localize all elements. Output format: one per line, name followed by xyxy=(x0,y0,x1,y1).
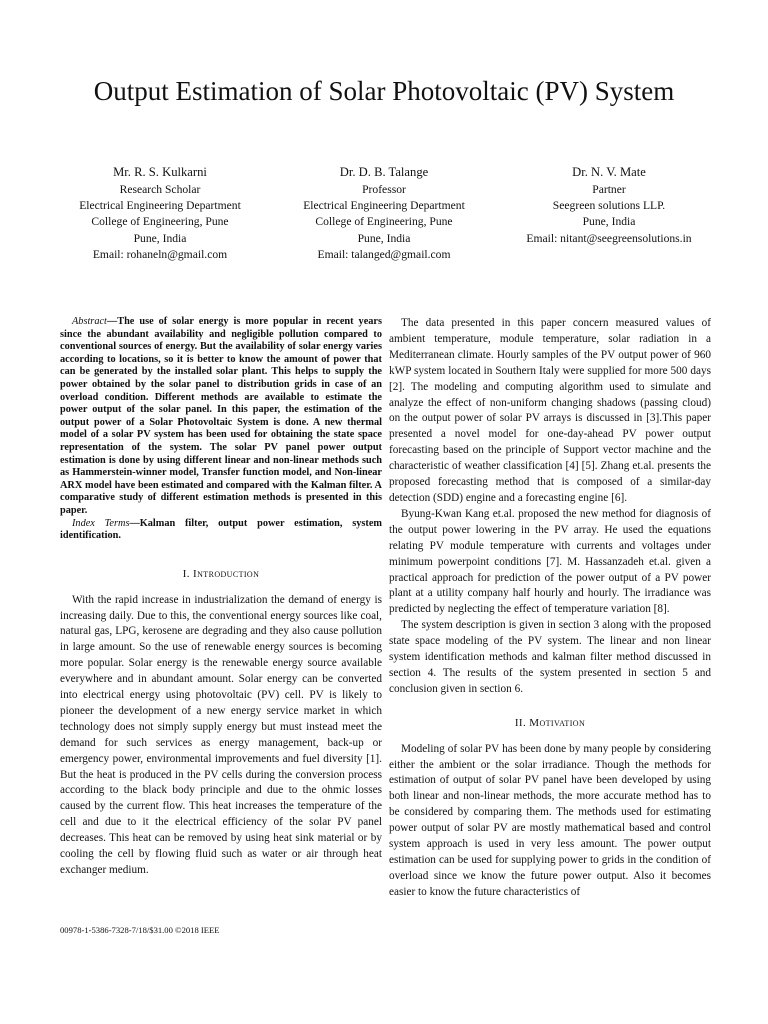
index-terms-text: —Kalman filter, output power estimation, system identification. xyxy=(60,517,382,542)
body-paragraph: The system description is given in section 3 along with the proposed state space modeling of the PV system. The linear and non linear system identification methods and kalman filter method discussed in section 4. The results of the system presented in section 5 and conclusion given in section 6. xyxy=(389,619,711,695)
author-1 xyxy=(60,163,260,263)
author-title: Research Scholar xyxy=(119,183,201,196)
author-email: Email: rohaneln@gmail.com xyxy=(92,247,228,261)
author-name: Dr. D. B. Talange xyxy=(339,165,429,179)
author-name: Mr. R. S. Kulkarni xyxy=(113,165,207,179)
author-3 xyxy=(494,163,724,247)
section-heading-motivation: II. Motivation xyxy=(514,716,586,729)
body-paragraph: Byung-Kwan Kang et.al. proposed the new method for diagnosis of the output power lowering in the PV array. He used the equations relating PV module temperature with currents and voltages under minimum powerpoint conditions [7]. M. Hassanzadeh et.al. given a practical approach for prediction of the power output of a PV power plant at a utility company half hourly and hourly. The irradiance was predicted by neglecting the effect of temperature variation [8]. xyxy=(389,507,711,616)
author-location: Pune, India xyxy=(357,231,411,245)
abstract-label: Abstract xyxy=(72,316,107,327)
index-terms xyxy=(60,518,382,543)
section-heading-introduction: I. Introduction xyxy=(182,567,260,580)
author-2 xyxy=(284,163,484,263)
motivation-paragraph: Modeling of solar PV has been done by many people by considering either the ambient or the solar irradiance. Though the methods for estimation of output of solar PV panel have been developed by using both linear and non-linear methods, the more accurate method has to be considered by comparing them. The methods used for estimating power output of solar PV are mostly mathematical based and control system approach is used in very less amount. The power output estimation can be used for supplying power to grids in the condition of overload since we know the future power output. Also it becomes easier to know the future characteristics of xyxy=(389,742,711,898)
author-location: Pune, India xyxy=(582,215,636,229)
author-title: Partner xyxy=(592,183,626,196)
index-terms-label: Index Terms xyxy=(72,517,130,529)
author-department: Electrical Engineering Department xyxy=(303,199,465,213)
author-institution: College of Engineering, Pune xyxy=(91,215,229,229)
author-company: Seegreen solutions LLP. xyxy=(552,199,666,213)
author-email: Email: talanged@gmail.com xyxy=(317,247,451,261)
left-column xyxy=(60,316,382,879)
introduction-paragraph: With the rapid increase in industrialization the demand of energy is increasing daily. Due to this, the conventional energy sources like coal, natural gas, LPG, kerosene are degrading and they also cause pollution in large amount. So the use of renewable energy sources is becoming more popular. Solar energy is the renewable energy source available everywhere and in abundant amount. Solar energy can be converted into electrical energy using photovoltaic (PV) cell. PV is likely to pioneer the development of a new energy service market in which technology does not simply supply energy but must instead meet the demand for such services as energy management, back-up or emergency power, environmental improvements and fuel diversity [1]. But the heat is produced in the PV cells during the conversion process according to the black body principle and due to the ohmic losses caused by the current flow. This heat increases the temperature of the cell and due to it the electrical efficiency of the solar PV panel decreases. This heat can be removed by using heat sink material or by cooling the cell by flowing fluid such as water or air through heat exchanger medium. xyxy=(60,593,382,876)
author-institution: College of Engineering, Pune xyxy=(315,215,453,229)
author-title: Professor xyxy=(362,183,406,196)
author-department: Electrical Engineering Department xyxy=(79,199,241,213)
copyright-footnote: 00978-1-5386-7328-7/18/$31.00 ©2018 IEEE xyxy=(60,925,220,935)
abstract xyxy=(60,316,382,518)
author-location: Pune, India xyxy=(133,231,187,245)
paper-title: Output Estimation of Solar Photovoltaic (PV) System xyxy=(93,76,675,106)
abstract-text: —The use of solar energy is more popular in recent years since the abundant availability and negligible pollution compared to conventional sources of energy. But the availability of solar energy varies according to locations, so it is better to know the amount of power that can be generated by the installed solar plant. This helps to supply the power obtained by the solar panel to distribution grids in case of an overload condition. Different methods are available to estimate the power output of the solar panel. In this paper, the estimation of the output power of a Solar Photovoltaic System is done. A new thermal model of a solar PV system has been used for obtaining the state space representation of the system. The solar PV panel power output estimation is done by using different linear and non-linear methods such as Hammerstein-winner model, Transfer function model, and Non-linear ARX model have been estimated and compared with the Kalman filter. A comparative study of different estimation methods is presented in this paper. xyxy=(60,316,382,516)
right-column xyxy=(389,316,711,901)
author-name: Dr. N. V. Mate xyxy=(572,165,646,179)
author-email: Email: nitant@seegreensolutions.in xyxy=(526,231,692,245)
body-paragraph: The data presented in this paper concern measured values of ambient temperature, module temperature, solar radiation in a Mediterranean climate. Hourly samples of the PV output power of 960 kWP system located in Southern Italy were supplied for more 500 days [2]. The modeling and computing algorithm used to simulate and analyze the effect of non-uniform changing shadows (passing cloud) on the output power of solar PV arrays is discussed in [3].This paper presented a novel model for one-day-ahead PV power output forecasting based on the principle of Support vector machine and the characteristic of weather classification [4] [5]. Zhang et.al. presents the proposed forecasting method that is composed of a similar-day detection (SDD) engine and a forecasting engine [6]. xyxy=(389,317,711,504)
